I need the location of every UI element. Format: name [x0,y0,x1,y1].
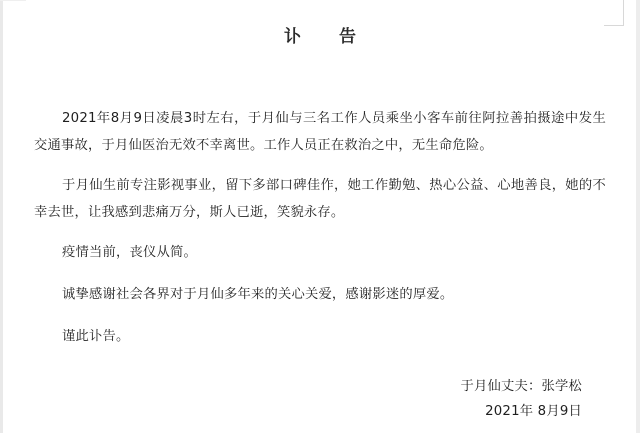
paragraph-5: 谨此讣告。 [62,329,130,344]
paragraph-1: 2021年8月9日凌晨3时左右，于月仙与三名工作人员乘坐小客车前往阿拉善拍摄途中发生交通事故，于月仙医治无效不幸离世。工作人员正在救治之中，无生命危险。 [34,111,606,153]
signature-date: 2021年 8月9日 [485,404,582,419]
document-paragraphs [34,105,606,350]
signature-signer: 于月仙丈夫：张学松 [460,379,582,394]
signature-block [34,374,606,424]
paragraph-4: 诚挚感谢社会各界对于月仙多年来的关心关爱，感谢影迷的厚爱。 [62,287,454,302]
paragraph-3: 疫情当前，丧仪从简。 [62,245,197,260]
paragraph-2: 于月仙生前专注影视事业，留下多部口碑佳作，她工作勤勉、热心公益、心地善良，她的不幸去世，让我感到悲痛万分，斯人已逝，笑貌永存。 [34,178,606,220]
document-title: 讣 告 [284,27,372,47]
